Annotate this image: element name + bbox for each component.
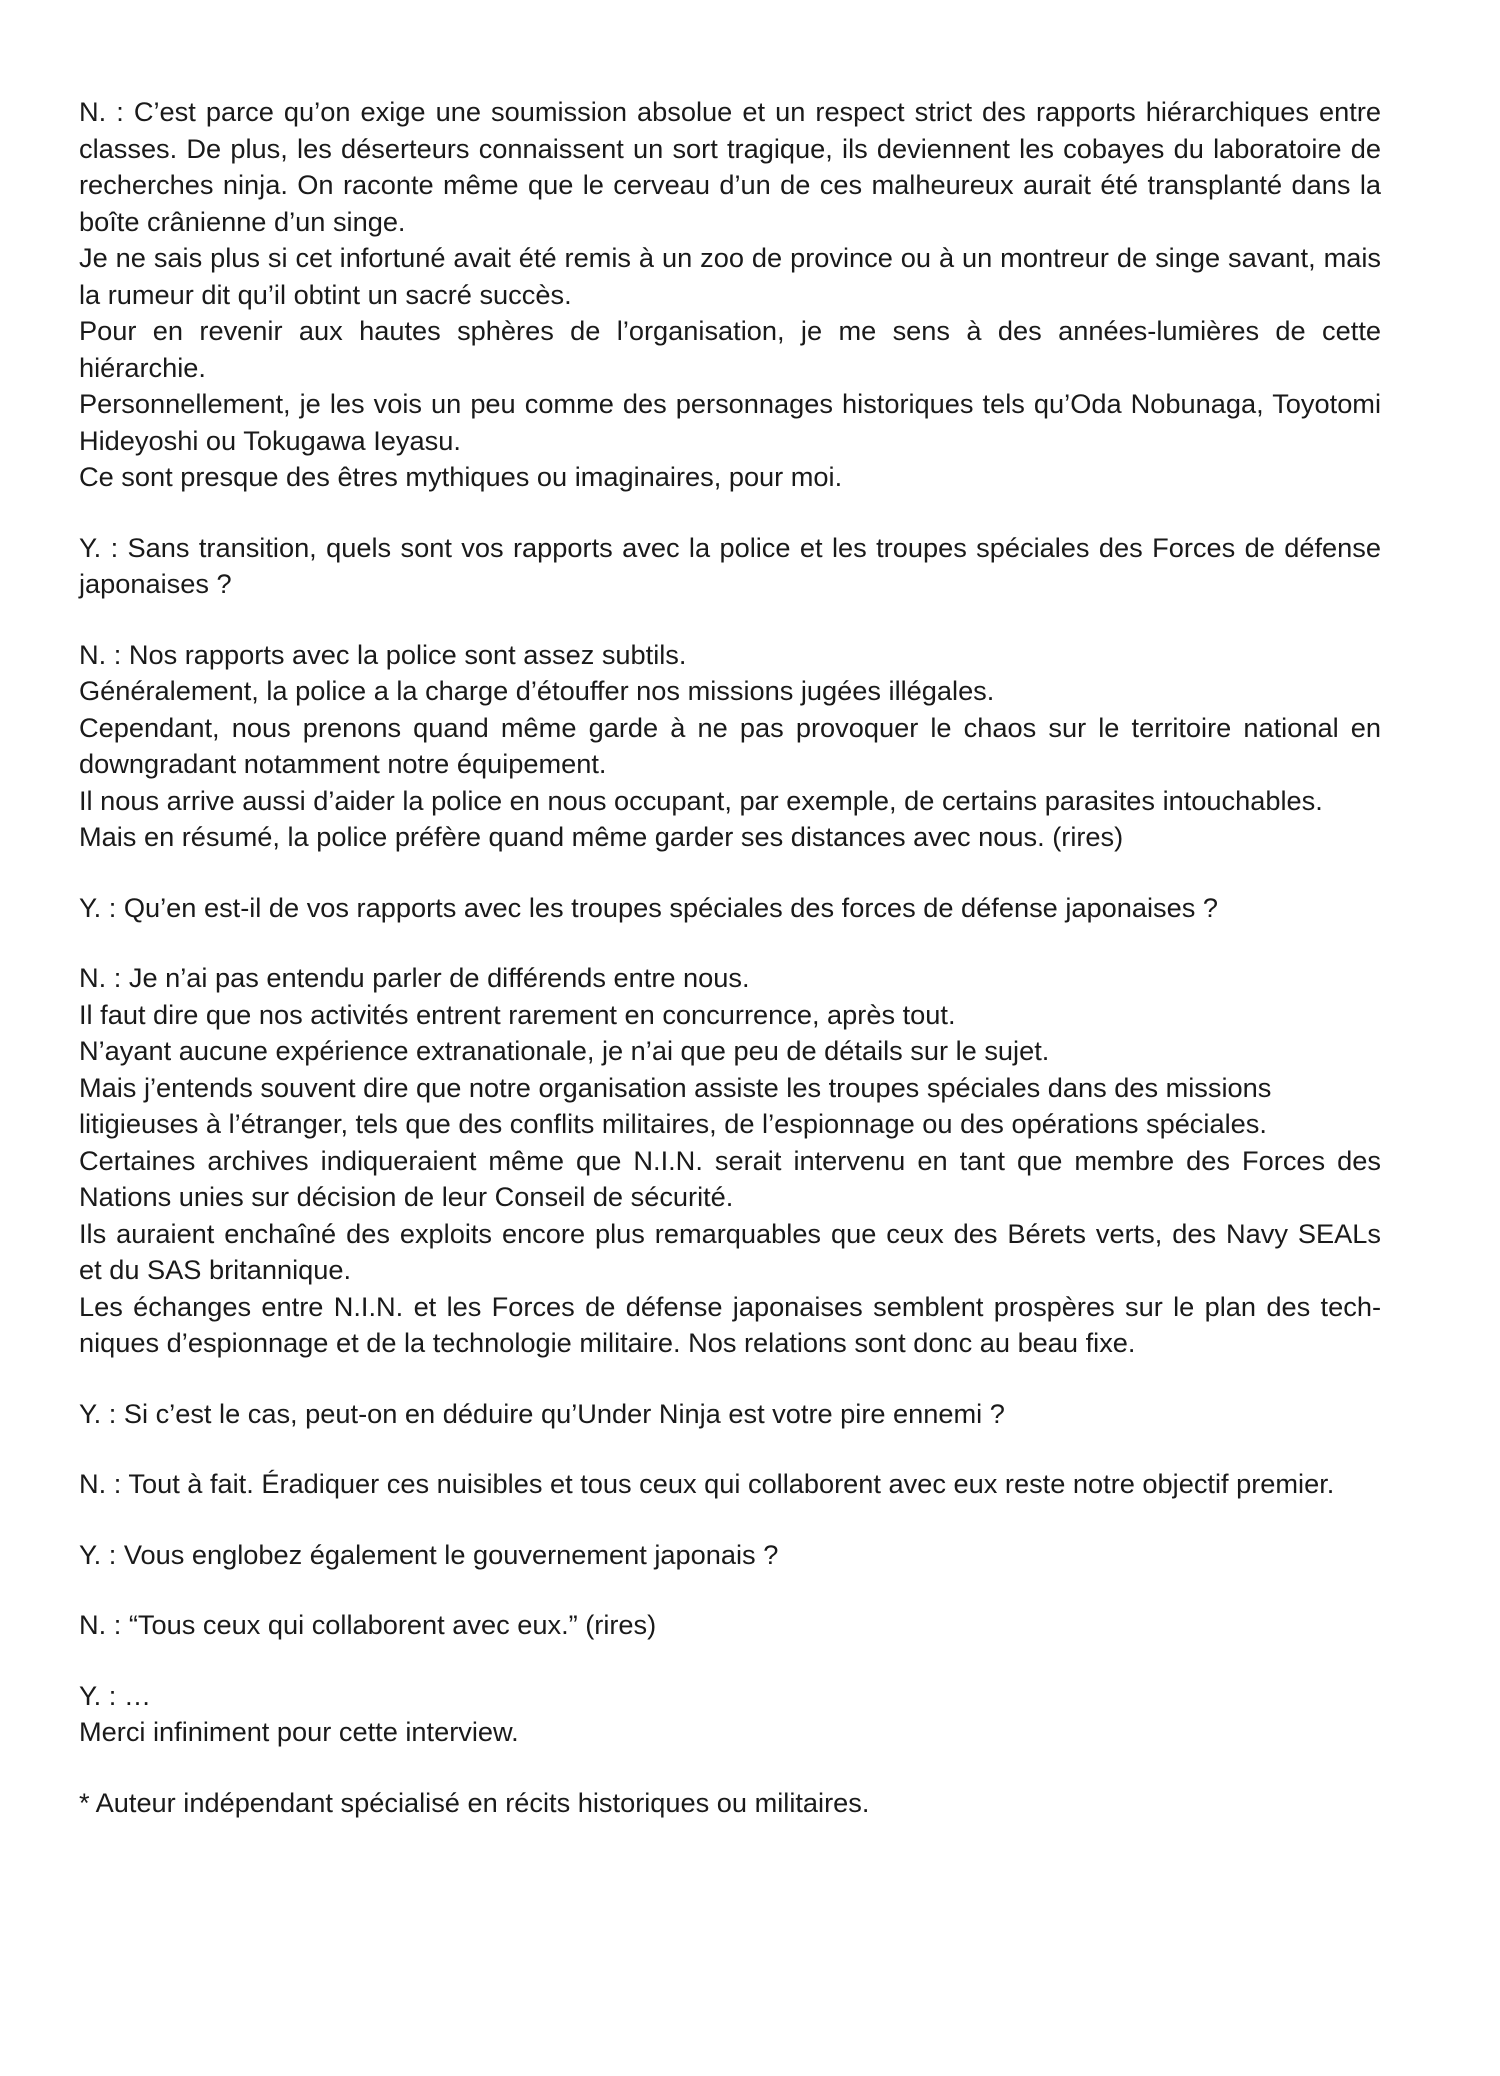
text-line: N’ayant aucune expérience extranationale, je n’ai que peu de détails sur le sujet.: [79, 1035, 1050, 1066]
text-line: downgradant notamment notre équipement.: [79, 748, 607, 779]
text-line: Les échanges entre N.I.N. et les Forces de défense japonaises semblent prospères sur le plan des tech-: [79, 1290, 1381, 1322]
text-line: * Auteur indépendant spécialisé en récits historiques ou militaires.: [79, 1786, 870, 1818]
paragraph-question-special-forces: [79, 890, 1381, 927]
text-line: litigieuses à l’étranger, tels que des conflits militaires, de l’espionnage ou des opérations spéciales.: [79, 1108, 1267, 1139]
text-line: Ce sont presque des êtres mythiques ou imaginaires, pour moi.: [79, 461, 843, 492]
text-line: Hideyoshi ou Tokugawa Ieyasu.: [79, 424, 461, 456]
text-line: Y. : Si c’est le cas, peut-on en déduire qu’Under Ninja est votre pire ennemi ?: [79, 1397, 1005, 1429]
footnote: [79, 1785, 1381, 1822]
paragraph-question-government: [79, 1537, 1381, 1574]
text-line: Certaines archives indiqueraient même que N.I.N. serait intervenu en tant que membre des Forces des: [79, 1144, 1381, 1176]
text-line: et du SAS britannique.: [79, 1254, 352, 1285]
paragraph-answer-special-forces: [79, 960, 1381, 1362]
text-line: Cependant, nous prenons quand même garde à ne pas provoquer le chaos sur le territoire national en: [79, 711, 1381, 743]
text-line: Nations unies sur décision de leur Conseil de sécurité.: [79, 1181, 734, 1212]
text-line: Y. : …: [79, 1679, 152, 1711]
text-line: Je ne sais plus si cet infortuné avait été remis à un zoo de province ou à un montreur de singe savant, mais: [79, 242, 1381, 273]
text-line: N. : Je n’ai pas entendu parler de différends entre nous.: [79, 962, 750, 993]
paragraph-answer-hierarchy: [79, 94, 1381, 496]
text-line: Personnellement, je les vois un peu comme des personnages historiques tels qu’Oda Nobunaga, Toyotomi: [79, 388, 1381, 419]
text-line: niques d’espionnage et de la technologie militaire. Nos relations sont donc au beau fixe.: [79, 1327, 1136, 1358]
text-line: Y. : Vous englobez également le gouvernement japonais ?: [79, 1538, 779, 1570]
text-line: Ils auraient enchaîné des exploits encore plus remarquables que ceux des Bérets verts, des Navy SEALs: [79, 1217, 1381, 1249]
text-line: classes. De plus, les déserteurs connaissent un sort tragique, ils deviennent les cobayes du laboratoire de: [79, 132, 1381, 164]
text-line: Y. : Qu’en est-il de vos rapports avec les troupes spéciales des forces de défense japonaises ?: [79, 891, 1219, 923]
paragraph-question-under-ninja: [79, 1396, 1381, 1433]
text-line: Il faut dire que nos activités entrent rarement en concurrence, après tout.: [79, 998, 956, 1030]
text-line: Mais j’entends souvent dire que notre organisation assiste les troupes spéciales dans des missions: [79, 1071, 1272, 1103]
paragraph-question-police: [79, 530, 1381, 603]
paragraph-answer-government: [79, 1607, 1381, 1644]
paragraph-answer-police: [79, 637, 1381, 856]
text-line: boîte crânienne d’un singe.: [79, 205, 406, 237]
text-line: N. : “Tous ceux qui collaborent avec eux.” (rires): [79, 1609, 657, 1640]
text-line: Généralement, la police a la charge d’étouffer nos missions jugées illégales.: [79, 675, 995, 706]
paragraph-closing: [79, 1678, 1381, 1751]
text-line: Pour en revenir aux hautes sphères de l’organisation, je me sens à des années-lumières de cette hiérarchie.: [79, 315, 1381, 383]
paragraph-answer-under-ninja: [79, 1466, 1381, 1503]
text-line: japonaises ?: [79, 568, 232, 599]
text-line: Mais en résumé, la police préfère quand même garder ses distances avec nous. (rires): [79, 821, 1124, 852]
text-line: la rumeur dit qu’il obtint un sacré succès.: [79, 278, 572, 310]
text-line: Merci infiniment pour cette interview.: [79, 1716, 519, 1747]
text-line: N. : Tout à fait. Éradiquer ces nuisibles et tous ceux qui collaborent avec eux reste notre objectif premier.: [79, 1468, 1335, 1499]
text-line: recherches ninja. On raconte même que le cerveau d’un de ces malheureux aurait été transplanté dans la: [79, 169, 1381, 200]
text-line: N. : Nos rapports avec la police sont assez subtils.: [79, 638, 687, 670]
text-line: Y. : Sans transition, quels sont vos rapports avec la police et les troupes spéciales des Forces de défense: [79, 531, 1381, 563]
text-line: Il nous arrive aussi d’aider la police en nous occupant, par exemple, de certains parasites intouchables.: [79, 784, 1323, 816]
text-line: N. : C’est parce qu’on exige une soumission absolue et un respect strict des rapports hiérarchiques entre: [79, 96, 1381, 127]
document-page: [79, 94, 1381, 1855]
